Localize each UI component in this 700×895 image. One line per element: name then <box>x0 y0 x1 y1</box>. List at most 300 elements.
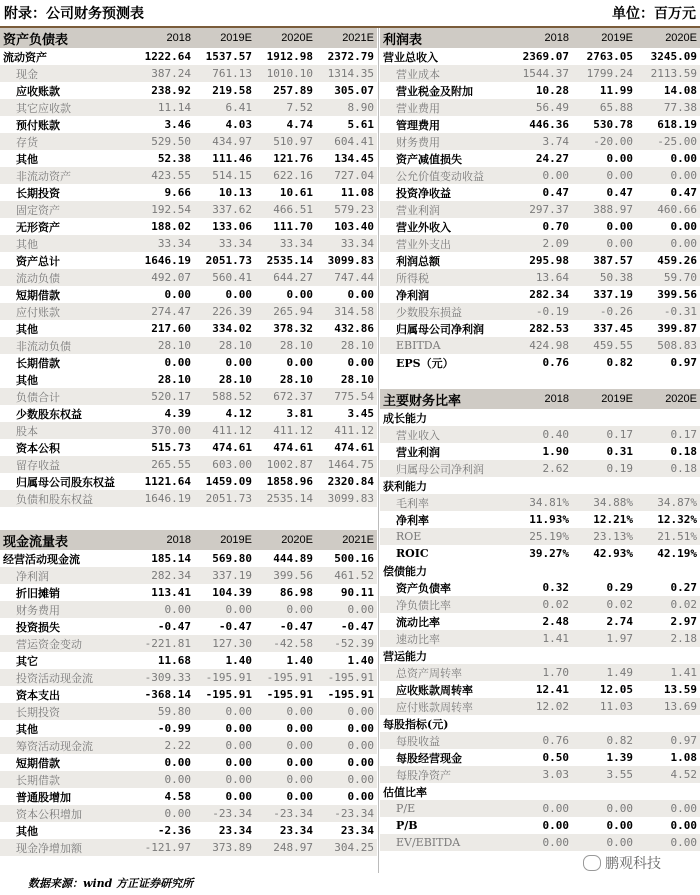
row-label: 投资损失 <box>16 620 60 634</box>
row-value <box>636 783 700 800</box>
row-value: 23.13% <box>572 528 636 545</box>
row-value: 257.89 <box>273 84 313 97</box>
row-value: 104.39 <box>212 586 252 599</box>
row-value: 4.12 <box>225 407 252 420</box>
row-label: 应付账款周转率 <box>380 698 508 715</box>
table-row <box>0 286 377 303</box>
table-row <box>0 354 377 371</box>
row-value: 0.00 <box>316 771 377 788</box>
row-value: -195.91 <box>327 688 374 701</box>
row-value: 0.31 <box>606 445 633 458</box>
row-value: 0.00 <box>255 703 316 720</box>
table-row <box>380 167 700 184</box>
table-row <box>0 167 377 184</box>
row-value: 0.40 <box>508 426 572 443</box>
row-value: 65.88 <box>572 99 636 116</box>
row-value: 514.15 <box>194 167 255 184</box>
row-value: 747.44 <box>316 269 377 286</box>
row-value: 1.39 <box>606 751 633 764</box>
year-header: 2019E <box>194 28 255 48</box>
row-label: 每股指标(元) <box>383 717 449 731</box>
row-value: 0.00 <box>347 356 374 369</box>
row-value: 295.98 <box>529 254 569 267</box>
table-row <box>380 286 700 303</box>
row-value: 0.00 <box>164 288 191 301</box>
row-value <box>572 647 636 664</box>
table-row <box>0 269 377 286</box>
row-value: 10.28 <box>535 84 569 97</box>
row-value: -195.91 <box>266 688 313 701</box>
row-value: 0.76 <box>542 356 569 369</box>
watermark-text: 鹏观科技 <box>605 856 661 872</box>
row-value: 274.47 <box>133 303 194 320</box>
row-value: 337.19 <box>593 288 633 301</box>
row-value: 0.00 <box>670 220 697 233</box>
row-value: 2372.79 <box>327 50 374 63</box>
row-value: 7.52 <box>255 99 316 116</box>
row-value: 0.00 <box>286 756 313 769</box>
table-row <box>0 635 377 652</box>
row-value: 411.12 <box>255 422 316 439</box>
row-value: 3099.83 <box>316 490 377 507</box>
table-row <box>380 460 700 477</box>
table-row <box>0 771 377 788</box>
row-value <box>636 562 700 579</box>
row-value: 11.68 <box>157 654 191 667</box>
row-value: 1858.96 <box>266 475 313 488</box>
row-value: -42.58 <box>255 635 316 652</box>
row-value: 0.00 <box>670 819 697 832</box>
row-value: 1459.09 <box>205 475 252 488</box>
row-value: 2369.07 <box>522 50 569 63</box>
row-value: 560.41 <box>194 269 255 286</box>
table-row <box>380 409 700 426</box>
row-value: 1.41 <box>636 664 700 681</box>
table-row <box>0 720 377 737</box>
row-value: 3.03 <box>508 766 572 783</box>
row-value <box>636 409 700 426</box>
row-value: 304.25 <box>316 839 377 856</box>
row-label: 投资净收益 <box>396 186 451 200</box>
row-value: 34.87% <box>636 494 700 511</box>
row-value: 28.10 <box>279 373 313 386</box>
row-value: 0.00 <box>164 756 191 769</box>
table-row <box>0 201 377 218</box>
row-value: 0.00 <box>286 288 313 301</box>
row-label: 营业税金及附加 <box>396 84 473 98</box>
row-value: 0.00 <box>636 235 700 252</box>
row-label: 留存收益 <box>0 456 133 473</box>
row-value: 1.40 <box>286 654 313 667</box>
row-value: 399.56 <box>255 567 316 584</box>
row-label: 营业外收入 <box>396 220 451 234</box>
row-label: 利润总额 <box>396 254 440 268</box>
row-label: 其他 <box>16 152 38 166</box>
row-value: 0.00 <box>606 152 633 165</box>
table-header-row <box>0 28 377 48</box>
table-row <box>0 116 377 133</box>
row-label: 归属母公司股东权益 <box>16 475 115 489</box>
row-label: 其它应收款 <box>0 99 133 116</box>
row-value: -309.33 <box>133 669 194 686</box>
row-value: 1464.75 <box>316 456 377 473</box>
row-value: 265.55 <box>133 456 194 473</box>
row-value: 0.32 <box>542 581 569 594</box>
row-label: 资本支出 <box>16 688 60 702</box>
table-title: 利润表 <box>380 28 508 48</box>
table-row <box>380 116 700 133</box>
table-row <box>0 388 377 405</box>
row-label: 预付账款 <box>16 118 60 132</box>
table-row <box>0 218 377 235</box>
row-value: 0.00 <box>194 737 255 754</box>
row-value: 34.88% <box>572 494 636 511</box>
table-row <box>380 235 700 252</box>
table-row <box>0 652 377 669</box>
row-label: 其他 <box>16 322 38 336</box>
row-value: 24.27 <box>535 152 569 165</box>
row-value: 2.09 <box>508 235 572 252</box>
row-value: 0.00 <box>255 737 316 754</box>
row-value: 0.00 <box>225 756 252 769</box>
row-value: 314.58 <box>316 303 377 320</box>
row-label: 净利润 <box>0 567 133 584</box>
table-row <box>0 439 377 456</box>
row-value <box>508 409 572 426</box>
ratios-table <box>380 389 700 851</box>
row-value: 28.10 <box>218 373 252 386</box>
table-row <box>0 703 377 720</box>
row-value: 337.62 <box>194 201 255 218</box>
row-label: 固定资产 <box>0 201 133 218</box>
row-value: 0.00 <box>347 722 374 735</box>
table-row <box>380 715 700 732</box>
row-value: 0.17 <box>572 426 636 443</box>
row-value: 127.30 <box>194 635 255 652</box>
row-value: 588.52 <box>194 388 255 405</box>
row-value: 12.32% <box>657 513 697 526</box>
row-label: 每股经营现金 <box>396 751 462 765</box>
row-value <box>508 715 572 732</box>
row-value: 103.40 <box>334 220 374 233</box>
row-value: 23.34 <box>218 824 252 837</box>
row-value: 111.70 <box>273 220 313 233</box>
row-value: 13.64 <box>508 269 572 286</box>
row-label: 估值比率 <box>383 785 427 799</box>
row-value: 39.27% <box>529 547 569 560</box>
row-value: 1.41 <box>508 630 572 647</box>
row-value: 474.61 <box>334 441 374 454</box>
table-row <box>0 320 377 337</box>
row-value: 399.56 <box>657 288 697 301</box>
row-value: 4.39 <box>164 407 191 420</box>
row-value: 90.11 <box>340 586 374 599</box>
cashflow-table <box>0 530 377 856</box>
row-value: 423.55 <box>133 167 194 184</box>
row-value: 3.74 <box>508 133 572 150</box>
row-value: 0.27 <box>670 581 697 594</box>
year-header: 2019E <box>194 530 255 550</box>
row-value: 3.55 <box>572 766 636 783</box>
row-value: 28.10 <box>340 373 374 386</box>
row-value: 510.97 <box>255 133 316 150</box>
row-value: 1002.87 <box>255 456 316 473</box>
row-value: -0.19 <box>508 303 572 320</box>
row-value: 0.00 <box>255 771 316 788</box>
income-statement-panel <box>380 28 700 371</box>
row-value: 77.38 <box>636 99 700 116</box>
row-value: 520.17 <box>133 388 194 405</box>
row-value: 0.47 <box>542 186 569 199</box>
row-label: 其他 <box>0 235 133 252</box>
row-value: -368.14 <box>144 688 191 701</box>
row-value: 444.89 <box>273 552 313 565</box>
row-label: 营业外支出 <box>380 235 508 252</box>
row-value: 2.74 <box>606 615 633 628</box>
table-header-row <box>380 389 700 409</box>
row-label: 长期投资 <box>0 703 133 720</box>
row-value: 33.34 <box>255 235 316 252</box>
row-value: 0.76 <box>508 732 572 749</box>
table-row <box>0 788 377 805</box>
row-value: 2113.59 <box>636 65 700 82</box>
row-value <box>572 477 636 494</box>
row-value: 2320.84 <box>327 475 374 488</box>
row-value: 2535.14 <box>255 490 316 507</box>
row-value: 1.97 <box>572 630 636 647</box>
row-label: 负债和股东权益 <box>0 490 133 507</box>
row-value: 3.46 <box>164 118 191 131</box>
row-value: -52.39 <box>316 635 377 652</box>
row-value: 2.48 <box>542 615 569 628</box>
row-value: 0.00 <box>572 834 636 851</box>
row-value: 378.32 <box>273 322 313 335</box>
row-label: 少数股东损益 <box>380 303 508 320</box>
row-label: 财务费用 <box>0 601 133 618</box>
row-value: 0.00 <box>225 722 252 735</box>
row-value: 226.39 <box>194 303 255 320</box>
row-value: 3.45 <box>347 407 374 420</box>
row-value: 446.36 <box>529 118 569 131</box>
row-value: 0.29 <box>606 581 633 594</box>
row-label: 财务费用 <box>380 133 508 150</box>
row-label: 管理费用 <box>396 118 440 132</box>
row-value: 0.00 <box>636 167 700 184</box>
row-value: 42.93% <box>593 547 633 560</box>
ratios-panel <box>380 389 700 851</box>
row-label: 营运能力 <box>383 649 427 663</box>
row-label: 归属母公司净利润 <box>380 460 508 477</box>
row-value: 0.00 <box>286 790 313 803</box>
row-label: P/B <box>396 819 418 832</box>
row-label: 其他 <box>16 722 38 736</box>
row-value: 474.61 <box>273 441 313 454</box>
table-row <box>380 354 700 371</box>
row-value: 0.00 <box>636 834 700 851</box>
row-value: 305.07 <box>334 84 374 97</box>
table-row <box>0 805 377 822</box>
row-label: 其它 <box>16 654 38 668</box>
row-value: 34.81% <box>508 494 572 511</box>
table-row <box>380 337 700 354</box>
table-row <box>0 337 377 354</box>
row-value: 603.00 <box>194 456 255 473</box>
row-value: 23.34 <box>340 824 374 837</box>
row-label: 获利能力 <box>383 479 427 493</box>
row-value: 12.02 <box>508 698 572 715</box>
column-divider <box>378 28 379 873</box>
row-value: 775.54 <box>316 388 377 405</box>
table-header-row <box>0 530 377 550</box>
row-value: 1544.37 <box>508 65 572 82</box>
table-row <box>0 822 377 839</box>
row-value: 0.00 <box>164 356 191 369</box>
row-label: 长期借款 <box>0 771 133 788</box>
row-value: 185.14 <box>151 552 191 565</box>
row-value: 6.41 <box>194 99 255 116</box>
row-value: 0.00 <box>316 601 377 618</box>
row-label: 非流动资产 <box>0 167 133 184</box>
row-value: 33.34 <box>133 235 194 252</box>
row-label: 短期借款 <box>16 288 60 302</box>
row-value <box>636 715 700 732</box>
wechat-icon <box>583 855 601 871</box>
row-label: 资本公积增加 <box>0 805 133 822</box>
table-row <box>0 669 377 686</box>
row-value: 1.08 <box>670 751 697 764</box>
row-value: 579.23 <box>316 201 377 218</box>
row-value: -0.99 <box>157 722 191 735</box>
row-value: -195.91 <box>205 688 252 701</box>
table-row <box>380 528 700 545</box>
row-value: 11.14 <box>133 99 194 116</box>
row-label: 营业成本 <box>380 65 508 82</box>
row-value: 192.54 <box>133 201 194 218</box>
table-row <box>380 817 700 834</box>
table-row <box>0 303 377 320</box>
row-value: 13.69 <box>636 698 700 715</box>
row-value: -0.47 <box>340 620 374 633</box>
table-row <box>380 800 700 817</box>
row-value: 9.66 <box>164 186 191 199</box>
row-value: 0.00 <box>133 805 194 822</box>
row-label: 经营活动现金流 <box>3 552 80 566</box>
row-value: 0.00 <box>606 819 633 832</box>
row-value: 0.00 <box>508 167 572 184</box>
row-value: 0.00 <box>133 771 194 788</box>
row-value: 424.98 <box>508 337 572 354</box>
row-label: 现金净增加额 <box>0 839 133 856</box>
table-row <box>0 567 377 584</box>
row-value: 4.52 <box>636 766 700 783</box>
row-label: 筹资活动现金流 <box>0 737 133 754</box>
row-value: 0.00 <box>286 722 313 735</box>
row-label: ROE <box>380 528 508 545</box>
table-row <box>380 732 700 749</box>
year-header: 2020E <box>636 28 700 48</box>
row-value: 622.16 <box>255 167 316 184</box>
row-value: 1646.19 <box>144 254 191 267</box>
row-value: 0.00 <box>508 834 572 851</box>
row-value <box>508 783 572 800</box>
row-value: -20.00 <box>572 133 636 150</box>
row-label: 净负债比率 <box>380 596 508 613</box>
row-value: 282.34 <box>133 567 194 584</box>
row-value: -0.47 <box>157 620 191 633</box>
row-value: 387.24 <box>133 65 194 82</box>
row-label: 无形资产 <box>16 220 60 234</box>
table-row <box>0 65 377 82</box>
row-value: 1222.64 <box>144 50 191 63</box>
row-value: 0.82 <box>606 356 633 369</box>
row-value: 644.27 <box>255 269 316 286</box>
row-value: -0.31 <box>636 303 700 320</box>
row-value: 28.10 <box>255 337 316 354</box>
row-label: 资产减值损失 <box>396 152 462 166</box>
table-row <box>0 235 377 252</box>
row-value: 111.46 <box>212 152 252 165</box>
row-value: -195.91 <box>194 669 255 686</box>
table-row <box>380 698 700 715</box>
row-value: 0.18 <box>636 460 700 477</box>
balance-sheet-table <box>0 28 377 507</box>
year-header: 2019E <box>572 28 636 48</box>
row-value: 86.98 <box>279 586 313 599</box>
row-value: 59.70 <box>636 269 700 286</box>
row-value: -0.47 <box>218 620 252 633</box>
table-row <box>0 405 377 422</box>
data-source-note: 数据来源：wind 方正证券研究所 <box>28 877 194 890</box>
row-value: 0.19 <box>572 460 636 477</box>
row-value: 33.34 <box>194 235 255 252</box>
table-row <box>0 839 377 856</box>
table-row <box>380 133 700 150</box>
row-label: 营业费用 <box>380 99 508 116</box>
row-value: 411.12 <box>194 422 255 439</box>
row-value: 2051.73 <box>205 254 252 267</box>
year-header: 2018 <box>133 28 194 48</box>
row-value: 0.00 <box>225 288 252 301</box>
row-value: 0.00 <box>347 756 374 769</box>
row-value: 1912.98 <box>266 50 313 63</box>
year-header: 2018 <box>508 389 572 409</box>
row-label: 少数股东权益 <box>16 407 82 421</box>
row-value: 337.45 <box>593 322 633 335</box>
row-label: 营业总收入 <box>383 50 438 64</box>
row-value: 530.78 <box>593 118 633 131</box>
row-value: 28.10 <box>157 373 191 386</box>
row-value: 0.00 <box>255 601 316 618</box>
row-value: 474.61 <box>212 441 252 454</box>
table-row <box>380 184 700 201</box>
balance-sheet-panel <box>0 28 377 507</box>
year-header: 2021E <box>316 530 377 550</box>
row-value: 0.00 <box>133 601 194 618</box>
row-label: 公允价值变动收益 <box>380 167 508 184</box>
row-value: 1314.35 <box>316 65 377 82</box>
row-label: 流动比率 <box>396 615 440 629</box>
table-row <box>380 99 700 116</box>
row-label: 负债合计 <box>0 388 133 405</box>
row-value: 727.04 <box>316 167 377 184</box>
row-value: 0.47 <box>606 186 633 199</box>
row-label: 应收账款 <box>16 84 60 98</box>
table-row <box>0 550 377 567</box>
row-value: 0.50 <box>542 751 569 764</box>
row-value: 2.18 <box>636 630 700 647</box>
cashflow-panel <box>0 530 377 856</box>
table-row <box>380 218 700 235</box>
